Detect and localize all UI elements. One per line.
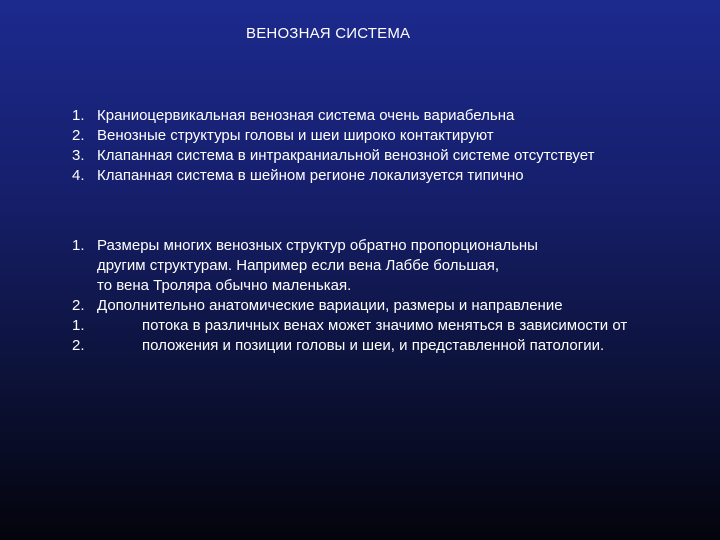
slide-title: ВЕНОЗНАЯ СИСТЕМА [246, 25, 411, 42]
list-number: 3. [72, 147, 85, 164]
list-number: 4. [72, 167, 85, 184]
list-text: то вена Троляра обычно маленькая. [97, 277, 352, 294]
list-text: положения и позиции головы и шеи, и представленной патологии. [142, 337, 605, 354]
list-number: 1. [72, 317, 85, 334]
list-number: 1. [72, 107, 85, 124]
list-number: 2. [72, 297, 85, 314]
list-text: Клапанная система в интракраниальной венозной системе отсутствует [97, 147, 595, 164]
list-text: Клапанная система в шейном регионе локализуется типично [97, 167, 524, 184]
list-number: 2. [72, 127, 85, 144]
list-text: потока в различных венах может значимо меняться в зависимости от [142, 317, 628, 334]
list-text: Дополнительно анатомические вариации, размеры и направление [97, 297, 563, 314]
list-number: 2. [72, 337, 85, 354]
list-text: Размеры многих венозных структур обратно пропорциональны [97, 237, 538, 254]
list-text: Краниоцервикальная венозная система очень вариабельна [97, 107, 515, 124]
list-text: другим структурам. Например если вена Лаббе большая, [97, 257, 500, 274]
list-number: 1. [72, 237, 85, 254]
list-text: Венозные структуры головы и шеи широко контактируют [97, 127, 494, 144]
